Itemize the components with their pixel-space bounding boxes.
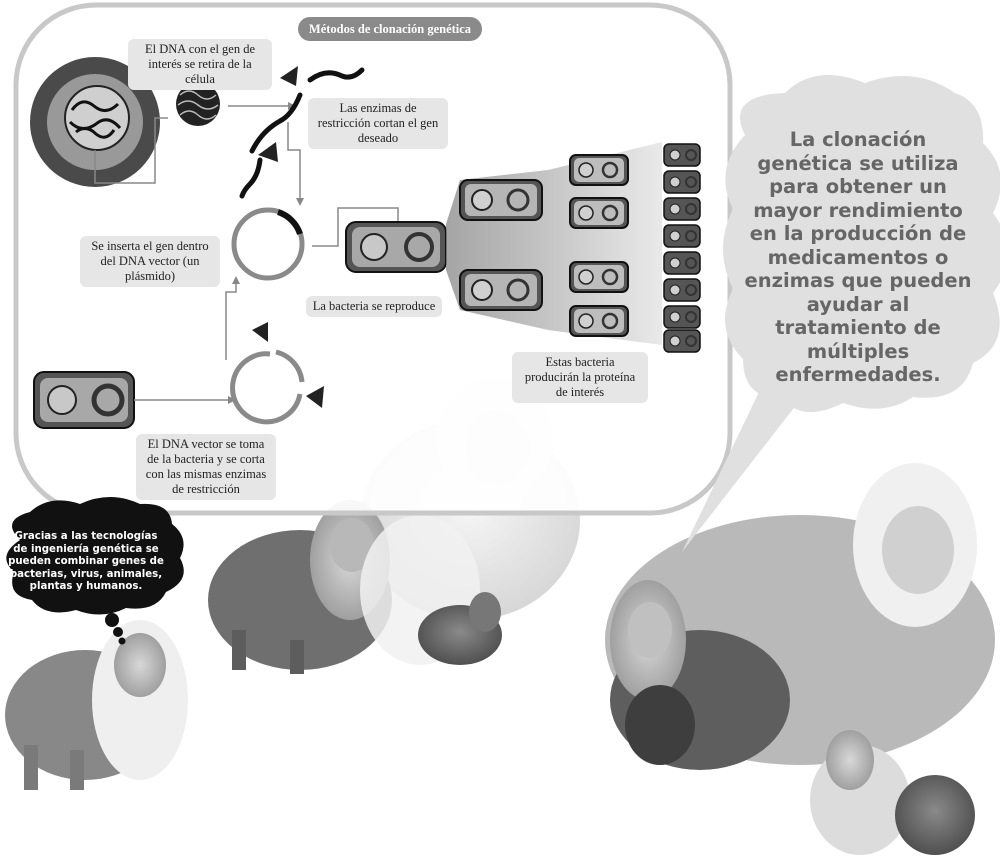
diagram-title: Métodos de clonación genética — [298, 17, 482, 41]
label-dna-removed: El DNA con el gen de interés se retira de la célula — [128, 39, 272, 90]
label-vector-taken: El DNA vector se toma de la bacteria y se corta con las mismas enzimas de restricción — [136, 434, 276, 500]
speech-bubble-text: La clonación genética se utiliza para obtener un mayor rendimiento en la producción de medicamentos o enzimas que pueden ayudar al tratamiento de múltiples enfermedades. — [744, 128, 972, 386]
label-insert-gene: Se inserta el gen dentro del DNA vector (un plásmido) — [80, 236, 220, 287]
label-bacteria-reproduce: La bacteria se reproduce — [306, 296, 442, 317]
label-enzymes-cut: Las enzimas de restricción cortan el gen deseado — [308, 98, 448, 149]
label-produce-protein: Estas bacteria producirán la proteína de interés — [512, 352, 648, 403]
thought-bubble-text: Gracias a las tecnologías de ingeniería genética se pueden combinar genes de bacterias, virus, animales, plantas y humanos. — [8, 531, 164, 593]
